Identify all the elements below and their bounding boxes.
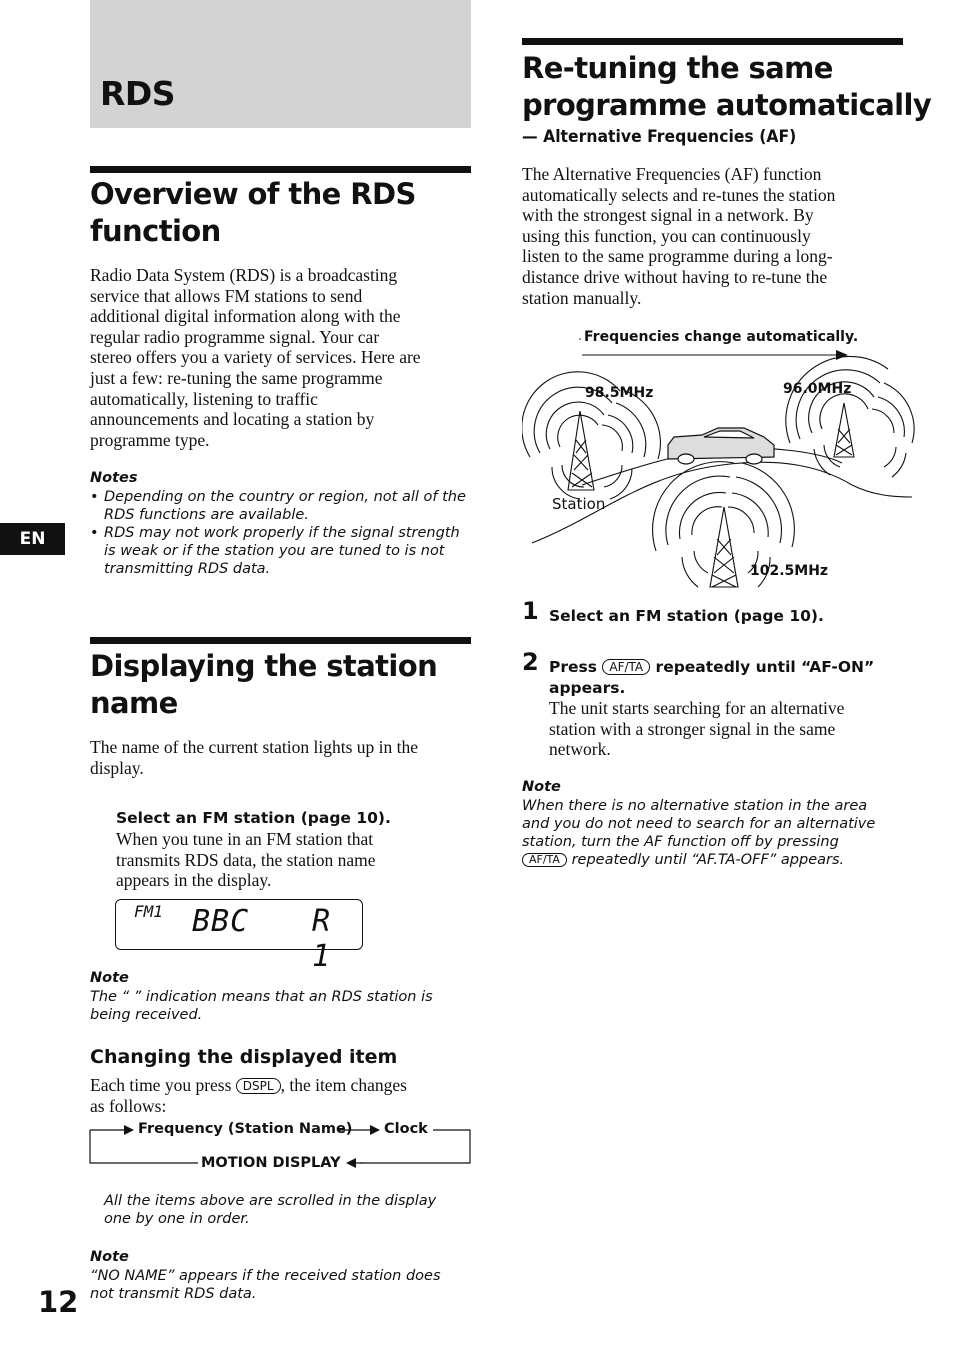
note-line — [522, 851, 875, 869]
tower-icon — [834, 403, 854, 457]
note-text — [522, 797, 875, 869]
freq-label-102-5: 102.5MHz — [750, 563, 829, 579]
sub-heading: Changing the displayed item — [90, 1046, 398, 1068]
lcd-display — [115, 899, 363, 974]
page-header-title: RDS — [100, 74, 176, 113]
cycle-item-clock: Clock — [384, 1121, 428, 1137]
af-ta-button: AF/TA — [602, 659, 650, 675]
body-line: automatically, listening to traffic — [90, 388, 318, 409]
tower-icon — [710, 507, 738, 587]
heading-line: Displaying the station — [90, 649, 438, 683]
displaying-intro — [90, 737, 418, 778]
scroll-note — [104, 1192, 436, 1228]
cycle-item-frequency: Frequency (Station Name) — [138, 1121, 353, 1137]
step-title: Select an FM station (page 10). — [549, 607, 824, 625]
heading-line: function — [90, 214, 221, 248]
af-ta-button: AF/TA — [522, 853, 567, 867]
arrow-head-icon — [124, 1125, 134, 1135]
figure-caption: Frequencies change automatically. — [584, 329, 859, 345]
body-line: display. — [90, 757, 144, 778]
arrow-head-icon — [370, 1125, 380, 1135]
section-rule — [90, 166, 471, 173]
retuning-subtitle: — Alternative Frequencies (AF) — [522, 127, 797, 147]
heading-line: programme automatically — [522, 88, 932, 122]
body-line — [90, 1075, 407, 1096]
notes-list — [90, 488, 475, 578]
note-label: Note — [522, 779, 561, 795]
body-line: as follows: — [90, 1095, 167, 1116]
freq-label-96-0: 96.0MHz — [783, 381, 852, 397]
body-line: The Alternative Frequencies (AF) function — [522, 164, 822, 184]
note-item: • Depending on the country or region, not all of the RDS functions are available. — [90, 488, 475, 524]
lcd-rds-indicator: R 1 — [312, 904, 331, 974]
note-line: The “ ” indication means that an RDS station is — [90, 989, 433, 1005]
note-label: Note — [90, 970, 129, 986]
body-line: appears in the display. — [116, 870, 272, 891]
body-line: regular radio programme signal. Your car — [90, 326, 380, 347]
body-line: listen to the same programme during a long- — [522, 246, 833, 267]
note-line: All the items above are scrolled in the display — [104, 1193, 437, 1209]
body-line: The unit starts searching for an alternative — [549, 698, 845, 718]
station-label: Station — [552, 495, 606, 513]
arrow-head-icon — [836, 350, 848, 360]
step-title: Select an FM station (page 10). — [116, 809, 391, 827]
arrow-head-icon — [346, 1158, 356, 1168]
cycle-item-motion-display: MOTION DISPLAY — [201, 1155, 341, 1171]
step-number: 2 — [522, 648, 539, 676]
note-text — [90, 988, 433, 1024]
note-line: one by one in order. — [104, 1211, 250, 1227]
body-line: automatically selects and re-tunes the station — [522, 184, 836, 205]
text-fragment: , the item changes — [280, 1075, 407, 1095]
body-line: programme type. — [90, 429, 210, 450]
lcd-station-name: BBC — [192, 904, 250, 939]
text-fragment: Press — [549, 658, 597, 676]
note-line: “NO NAME” appears if the received station does — [90, 1268, 441, 1284]
body-line: station with a stronger signal in the same — [549, 718, 836, 739]
page-number: 12 — [38, 1285, 79, 1319]
body-line: station manually. — [522, 287, 642, 308]
body-line: announcements and locating a station by — [90, 409, 375, 430]
body-line: with the strongest signal in a network. By — [522, 205, 814, 226]
af-illustration — [522, 325, 922, 595]
body-line: distance drive without having to re-tune the — [522, 266, 828, 287]
body-line: stereo offers you a variety of services. Here are — [90, 347, 421, 368]
note-line: being received. — [90, 1007, 203, 1023]
body-line: The name of the current station lights up in the — [90, 737, 419, 757]
change-text — [90, 1075, 407, 1116]
step-title-line: appears. — [549, 679, 626, 697]
heading-line: Re-tuning the same — [522, 51, 833, 85]
note-line: and you do not need to search for an alternative — [522, 816, 876, 832]
step-title — [549, 657, 874, 699]
body-line: service that allows FM stations to send — [90, 285, 363, 306]
overview-heading — [90, 176, 416, 250]
text-fragment: repeatedly until “AF-ON” — [655, 658, 875, 676]
text-fragment: Each time you press — [90, 1075, 232, 1095]
note-text — [90, 1267, 441, 1303]
heading-line: name — [90, 686, 178, 720]
step-number: 1 — [522, 597, 539, 625]
car-icon — [668, 428, 774, 464]
body-line: network. — [549, 739, 611, 760]
displaying-heading — [90, 648, 437, 722]
freq-label-98-5: 98.5MHz — [585, 385, 654, 401]
step-detail — [116, 829, 376, 891]
section-rule — [522, 38, 903, 45]
retuning-heading — [522, 50, 931, 124]
heading-line: Overview of the RDS — [90, 177, 416, 211]
overview-body — [90, 265, 421, 450]
note-line: not transmit RDS data. — [90, 1286, 257, 1302]
note-item: • RDS may not work properly if the signal strength is weak or if the station you are tuned to is not transmitting RDS data. — [90, 524, 475, 578]
body-line: transmits RDS data, the station name — [116, 849, 376, 870]
body-line: using this function, you can continuously — [522, 225, 811, 246]
note-line: station, turn the AF function off by pressing — [522, 834, 839, 850]
note-label: Note — [90, 1249, 129, 1265]
notes-label: Notes — [90, 470, 138, 486]
lcd-band: FM1 — [134, 902, 163, 921]
step-detail — [549, 698, 844, 760]
signal-waves-right — [786, 356, 914, 477]
body-line: additional digital information along with the — [90, 306, 401, 327]
dspl-button: DSPL — [236, 1078, 281, 1094]
step-title-line — [549, 657, 874, 678]
tower-icon — [568, 411, 594, 490]
body-line: Radio Data System (RDS) is a broadcasting — [90, 265, 398, 285]
retuning-body — [522, 164, 835, 308]
body-line: just a few: re-tuning the same programme — [90, 367, 383, 388]
section-rule — [90, 637, 471, 644]
language-tab: EN — [0, 523, 65, 555]
note-line: When there is no alternative station in the area — [522, 798, 868, 814]
text-fragment: repeatedly until “AF.TA-OFF” appears. — [571, 852, 845, 868]
body-line: When you tune in an FM station that — [116, 829, 374, 849]
